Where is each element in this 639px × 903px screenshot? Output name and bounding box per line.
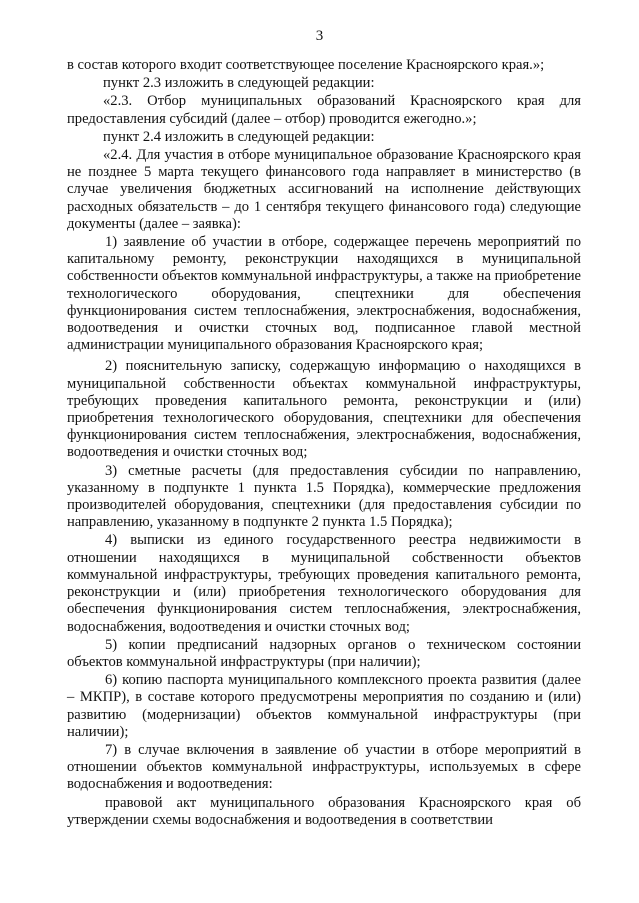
list-item-4: 4) выписки из единого государственного реестра недвижимости в отношении находящихся в муниципальной собственности объектов коммунальной инфраструктуры, требующих проведения капитального ремонта, реконструкции и (или) приобретения технологического оборудования для обеспечения функционирования систем теплоснабжения, электроснабжения, водоснабжения, водоотведения и очистки сточных вод; <box>67 532 581 635</box>
paragraph-clause-2-3-intro: пункт 2.3 изложить в следующей редакции: <box>103 75 375 92</box>
list-item-2: 2) пояснительную записку, содержащую информацию о находящихся в муниципальной собственности объектах коммунальной инфраструктуры, требующих проведения капитального ремонта, реконструкции и (или) приобретения технологического оборудования, спецтехники для обеспечения функционирования систем теплоснабжения, электроснабжения, водоснабжения, водоотведения и очистки сточных вод; <box>67 358 581 461</box>
list-item-7-subitem: правовой акт муниципального образования Красноярского края об утверждении схемы водоснабжения и водоотведения в соответствии <box>67 794 581 828</box>
paragraph-clause-2-3-text: «2.3. Отбор муниципальных образований Красноярского края для предоставления субсидий (далее – отбор) проводится ежегодно.»; <box>67 93 581 127</box>
list-item-7: 7) в случае включения в заявление об участии в отборе мероприятий в отношении объектов коммунальной инфраструктуры, используемых в сфере водоснабжения и водоотведения: <box>67 741 581 793</box>
list-item-1: 1) заявление об участии в отборе, содержащее перечень мероприятий по капитальному ремонту, реконструкции находящихся в муниципальной собственности объектов коммунальной инфраструктуры, а также на приобретение технологического оборудования, спецтехники для обеспечения функционирования систем теплоснабжения, электроснабжения, водоснабжения, водоотведения и очистки сточных вод, подписанное главой местной администрации муниципального образования Красноярского края; <box>67 234 581 354</box>
page-number: 3 <box>315 28 324 44</box>
paragraph-continuation: в состав которого входит соответствующее поселение Красноярского края.»; <box>67 57 545 73</box>
list-item-6: 6) копию паспорта муниципального комплексного проекта развития (далее – МКПР), в составе которого предусмотрены мероприятия по созданию и (или) развитию (модернизации) объектов коммунальной инфраструктуры (при наличии); <box>67 672 581 740</box>
paragraph-clause-2-4-intro: пункт 2.4 изложить в следующей редакции: <box>103 128 375 145</box>
paragraph-clause-2-4-text: «2.4. Для участия в отборе муниципальное образование Красноярского края не позднее 5 марта текущего финансового года направляет в министерство (в случае увеличения бюджетных ассигнований на исполнение действующих расходных обязательств – до 1 сентября текущего финансового года) следующие документы (далее – заявка): <box>67 147 581 232</box>
list-item-5: 5) копии предписаний надзорных органов о техническом состоянии объектов коммунальной инфраструктуры (при наличии); <box>67 636 581 670</box>
document-body <box>67 57 581 829</box>
list-item-3: 3) сметные расчеты (для предоставления субсидии по направлению, указанному в подпункте 1 пункта 1.5 Порядка), коммерческие предложения производителей оборудования, спецтехники (для предоставления субсидии по направлению, указанному в подпункте 2 пункта 1.5 Порядка); <box>67 462 581 531</box>
